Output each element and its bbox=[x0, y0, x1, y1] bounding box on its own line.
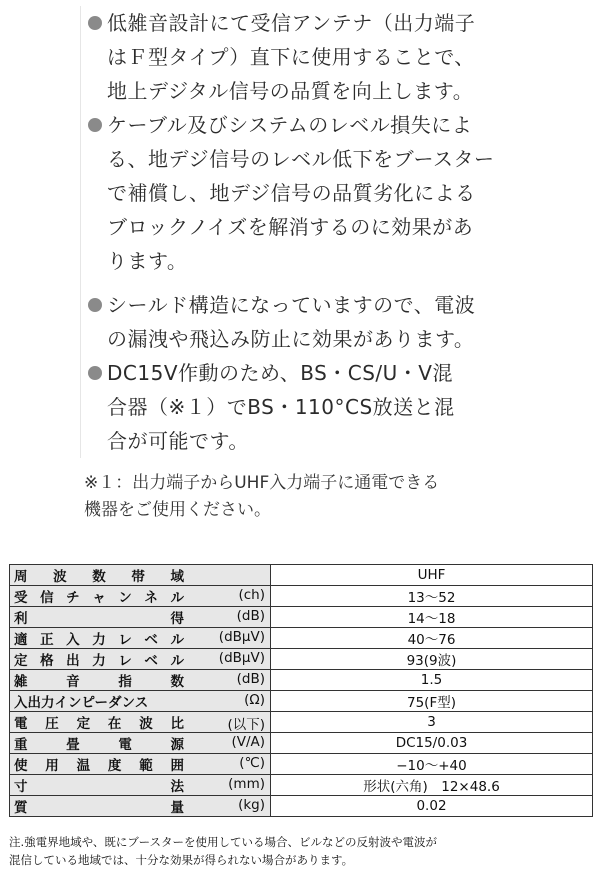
spec-label-cell bbox=[10, 691, 271, 712]
spec-value: 3 bbox=[271, 712, 593, 733]
footnote-line: 混信している地域では、十分な効果が得られない場合があります。 bbox=[9, 853, 354, 867]
bullet-icon bbox=[88, 366, 102, 380]
spec-label-char: 使 bbox=[14, 758, 28, 774]
spec-label-char: ベ bbox=[144, 653, 158, 669]
bullet-icon bbox=[88, 118, 102, 132]
spec-label-cell bbox=[10, 712, 271, 733]
spec-row bbox=[10, 628, 593, 649]
feature-item bbox=[83, 356, 598, 458]
spec-label-char: 受 bbox=[14, 590, 28, 606]
feature-line: ケーブル及びシステムのレベル損失によ bbox=[107, 113, 473, 137]
spec-unit: (dB) bbox=[236, 671, 265, 687]
spec-unit: (kg) bbox=[238, 797, 265, 813]
feature-line: の漏洩や飛込み防止に効果があります。 bbox=[107, 327, 475, 351]
spec-label bbox=[14, 712, 184, 732]
spec-label-char: 適 bbox=[14, 632, 28, 648]
spec-label-char: ン bbox=[118, 590, 132, 606]
spec-row bbox=[10, 712, 593, 733]
spec-label-char: 数 bbox=[170, 674, 184, 690]
feature-line: シールド構造になっていますので、電波 bbox=[107, 293, 476, 317]
spec-row bbox=[10, 649, 593, 670]
spec-value: 93(9波) bbox=[271, 649, 593, 670]
feature-line: ります。 bbox=[107, 249, 188, 273]
note-line: 機器をご使用ください。 bbox=[84, 500, 271, 520]
spec-value: 14〜18 bbox=[271, 607, 593, 628]
bullet-icon bbox=[88, 16, 102, 30]
spec-label bbox=[14, 586, 184, 606]
spec-unit: (℃) bbox=[239, 755, 265, 771]
spec-row bbox=[10, 796, 593, 817]
feature-line: る、地デジ信号のレベル低下をブースター bbox=[107, 147, 495, 171]
spec-label-char: 定 bbox=[14, 653, 28, 669]
spec-label-cell bbox=[10, 628, 271, 649]
feature-line: 低雑音設計にて受信アンテナ（出力端子 bbox=[107, 11, 476, 35]
spec-label-char: 定 bbox=[76, 716, 91, 732]
spec-label-char: 域 bbox=[170, 569, 184, 585]
spec-label-cell bbox=[10, 733, 271, 754]
spec-label-char: 重 bbox=[14, 737, 28, 753]
spec-unit: (dBμV) bbox=[218, 629, 265, 645]
spec-value: −10〜+40 bbox=[271, 754, 593, 775]
spec-label-char: 量 bbox=[170, 800, 184, 816]
spec-row bbox=[10, 733, 593, 754]
spec-value: 75(F型) bbox=[271, 691, 593, 712]
spec-label-char: 出 bbox=[66, 653, 80, 669]
spec-label-char: 電 bbox=[14, 716, 28, 732]
spec-label-char: 信 bbox=[40, 590, 54, 606]
spec-label-char: 帯 bbox=[131, 569, 145, 585]
spec-label bbox=[14, 628, 184, 648]
spec-value: 0.02 bbox=[271, 796, 593, 817]
footnote-line: 注.強電界地域や、既にブースターを使用している場合、ビルなどの反射波や電波が bbox=[9, 835, 438, 849]
spec-label-cell bbox=[10, 586, 271, 607]
spec-row bbox=[10, 670, 593, 691]
spec-label-char: 数 bbox=[92, 569, 106, 585]
spec-label-char: 寸 bbox=[14, 779, 28, 795]
spec-label-char: 囲 bbox=[170, 758, 184, 774]
spec-label-char: 度 bbox=[107, 758, 122, 774]
spec-unit: (Ω) bbox=[244, 692, 265, 708]
spec-label-char: 法 bbox=[170, 779, 184, 795]
spec-label-cell bbox=[10, 754, 271, 775]
spec-label-char: 指 bbox=[118, 674, 132, 690]
spec-unit: (dB) bbox=[236, 608, 265, 624]
spec-label-char: 温 bbox=[76, 758, 91, 774]
spec-label bbox=[14, 607, 184, 627]
spec-value: 13〜52 bbox=[271, 586, 593, 607]
spec-label-char: 雑 bbox=[14, 674, 28, 690]
spec-label-cell bbox=[10, 796, 271, 817]
note-line: ※１：出力端子からUHF入力端子に通電できる bbox=[84, 473, 440, 493]
spec-label-char: 比 bbox=[170, 716, 184, 732]
spec-label-char: レ bbox=[118, 653, 132, 669]
feature-list bbox=[80, 6, 598, 458]
spec-row bbox=[10, 607, 593, 628]
spec-table bbox=[9, 564, 593, 817]
spec-label-char: ネ bbox=[144, 590, 158, 606]
spec-label-cell bbox=[10, 670, 271, 691]
spec-label bbox=[14, 796, 184, 816]
spec-value: UHF bbox=[271, 565, 593, 586]
spec-label-char: 圧 bbox=[45, 716, 59, 732]
spec-label-char: ル bbox=[170, 653, 184, 669]
footnote bbox=[9, 833, 593, 869]
spec-unit: (V/A) bbox=[231, 734, 265, 750]
spec-label bbox=[14, 691, 202, 711]
spec-label-char: 周 bbox=[14, 569, 28, 585]
spec-unit: (ch) bbox=[238, 587, 265, 603]
spec-label-cell bbox=[10, 775, 271, 796]
spec-row bbox=[10, 565, 593, 586]
spec-label-char: チ bbox=[66, 590, 80, 606]
spec-label-char: 畳 bbox=[66, 737, 80, 753]
feature-line: 合が可能です。 bbox=[107, 429, 249, 453]
spec-row bbox=[10, 754, 593, 775]
feature-line: で補償し、地デジ信号の品質劣化による bbox=[107, 181, 476, 205]
spec-label-char: 利 bbox=[14, 611, 28, 627]
spec-label-char: 格 bbox=[40, 653, 54, 669]
feature-item bbox=[83, 108, 598, 278]
spec-label-char: 入出力インピーダンス bbox=[14, 695, 149, 711]
spec-value: 形状(六角) 12×48.6 bbox=[271, 775, 593, 796]
spec-label-char: 源 bbox=[170, 737, 184, 753]
spec-label bbox=[14, 754, 184, 774]
feature-line: 合器（※１）でBS・110°CS放送と混 bbox=[107, 395, 455, 419]
feature-item bbox=[83, 6, 598, 108]
spec-label bbox=[14, 670, 184, 690]
spec-label-cell bbox=[10, 565, 271, 586]
spec-label-char: 在 bbox=[107, 716, 122, 732]
spec-label-char: 波 bbox=[139, 716, 153, 732]
spec-label-char: ル bbox=[170, 590, 184, 606]
spec-row bbox=[10, 691, 593, 712]
feature-line: ブロックノイズを解消するのに効果があ bbox=[107, 215, 474, 239]
spec-label-char: ル bbox=[170, 632, 184, 648]
feature-line: DC15V作動のため、BS・CS/U・V混 bbox=[107, 361, 453, 385]
spec-label bbox=[14, 775, 184, 795]
spec-unit: (mm) bbox=[228, 776, 265, 792]
spec-label-cell bbox=[10, 607, 271, 628]
spec-label-char: 範 bbox=[139, 758, 153, 774]
spec-value: 40〜76 bbox=[271, 628, 593, 649]
spec-label-char: 力 bbox=[92, 632, 106, 648]
spec-label-char: 質 bbox=[14, 800, 28, 816]
spec-label-char: 入 bbox=[66, 632, 80, 648]
spec-unit: (以下) bbox=[227, 717, 265, 733]
feature-item bbox=[83, 288, 598, 356]
feature-line: 地上デジタル信号の品質を向上します。 bbox=[107, 79, 474, 103]
spec-label-char: 音 bbox=[66, 674, 80, 690]
reference-note bbox=[84, 470, 584, 524]
spec-label-char: 波 bbox=[53, 569, 67, 585]
spec-row bbox=[10, 586, 593, 607]
spec-label-cell bbox=[10, 649, 271, 670]
spec-value: 1.5 bbox=[271, 670, 593, 691]
spec-row bbox=[10, 775, 593, 796]
spec-label-char: ャ bbox=[92, 590, 106, 606]
feature-line: はＦ型タイプ）直下に使用することで、 bbox=[107, 45, 475, 69]
spec-label-char: 得 bbox=[170, 611, 184, 627]
bullet-icon bbox=[88, 298, 102, 312]
spec-unit: (dBμV) bbox=[218, 650, 265, 666]
spec-label-char: 電 bbox=[118, 737, 132, 753]
spec-label-char: レ bbox=[118, 632, 132, 648]
spec-label bbox=[14, 733, 184, 753]
spec-label-char: 正 bbox=[40, 632, 54, 648]
spec-label bbox=[14, 565, 184, 585]
spec-label-char: 力 bbox=[92, 653, 106, 669]
spec-value: DC15/0.03 bbox=[271, 733, 593, 754]
spec-label-char: ベ bbox=[144, 632, 158, 648]
spec-label bbox=[14, 649, 184, 669]
spec-label-char: 用 bbox=[45, 758, 59, 774]
